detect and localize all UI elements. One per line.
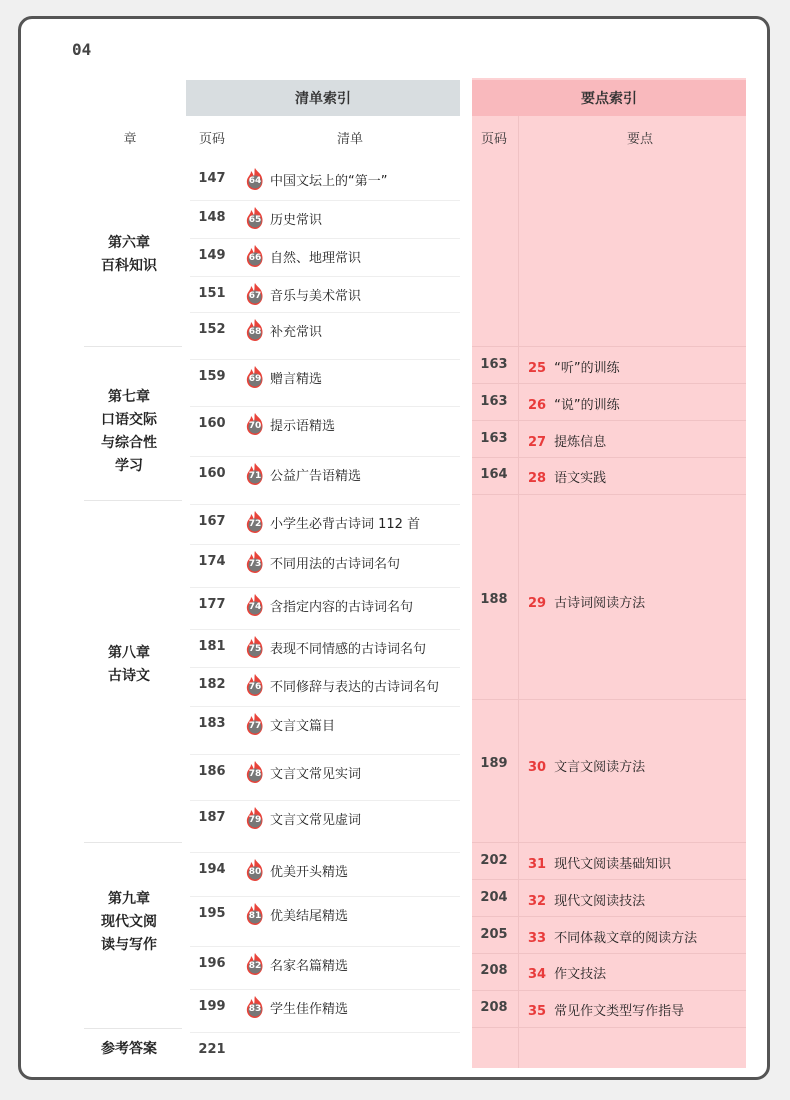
list-page-number: 151	[198, 286, 226, 301]
list-item-text: 表现不同情感的古诗词名句	[270, 641, 427, 657]
list-item	[246, 807, 361, 829]
chapter-divider	[84, 500, 182, 501]
key-point	[528, 431, 606, 450]
list-item-number: 80	[248, 867, 262, 877]
key-row-divider	[472, 916, 746, 917]
list-item-text: 不同修辞与表达的古诗词名句	[270, 679, 440, 695]
list-row-divider	[190, 504, 460, 505]
chapter-column-header: 章	[123, 132, 137, 147]
list-row-divider	[190, 456, 460, 457]
key-point	[528, 963, 606, 982]
key-row-divider	[472, 879, 746, 880]
key-point-text: 不同体裁文章的阅读方法	[554, 931, 698, 946]
flame-icon	[246, 168, 264, 190]
key-page-number: 204	[480, 890, 508, 905]
list-item-text: 文言文常见实词	[270, 766, 362, 782]
key-page-number: 205	[480, 927, 508, 942]
list-item-text: 优美开头精选	[270, 864, 349, 880]
list-page-number: 196	[198, 956, 226, 971]
chapter-line: 第八章	[108, 645, 150, 661]
list-item	[246, 953, 348, 975]
key-point	[528, 890, 645, 909]
list-page-number: 221	[198, 1042, 226, 1057]
list-row-divider	[190, 587, 460, 588]
list-item	[246, 551, 400, 573]
list-item	[246, 594, 413, 616]
flame-icon	[246, 859, 264, 881]
list-item-number: 66	[248, 253, 262, 263]
list-item	[246, 713, 335, 735]
list-item	[246, 996, 348, 1018]
flame-icon	[246, 319, 264, 341]
list-page-number: 177	[198, 597, 226, 612]
list-row-divider	[190, 312, 460, 313]
key-point	[528, 592, 645, 611]
list-item	[246, 283, 361, 305]
list-page-number: 183	[198, 716, 226, 731]
chapter-7	[84, 386, 174, 478]
list-item-text: 名家名篇精选	[270, 958, 349, 974]
list-item-number: 69	[248, 374, 262, 384]
chapter-6	[84, 232, 174, 278]
key-page-number: 163	[480, 431, 508, 446]
list-page-number: 194	[198, 862, 226, 877]
list-item-text: 音乐与美术常识	[270, 288, 362, 304]
flame-icon	[246, 807, 264, 829]
key-point-text: 语文实践	[554, 471, 607, 486]
list-row-divider	[190, 200, 460, 201]
list-item-number: 76	[248, 682, 262, 692]
flame-icon	[246, 551, 264, 573]
flame-icon	[246, 594, 264, 616]
key-point	[528, 756, 645, 775]
key-point-text: 现代文阅读基础知识	[554, 857, 672, 872]
list-item	[246, 366, 322, 388]
key-row-divider	[472, 1027, 746, 1028]
list-item-number: 83	[248, 1004, 262, 1014]
list-row-divider	[190, 629, 460, 630]
key-page-number: 208	[480, 1000, 508, 1015]
list-item	[246, 207, 322, 229]
chapter-line: 第七章	[108, 389, 150, 405]
chapter-line: 古诗文	[108, 668, 150, 684]
key-point-number: 32	[528, 894, 547, 909]
list-page-number: 160	[198, 466, 226, 481]
list-row-divider	[190, 544, 460, 545]
key-page-number: 208	[480, 963, 508, 978]
chapter-line: 学习	[115, 458, 143, 474]
page-number: 04	[72, 40, 92, 59]
list-item-number: 77	[248, 721, 262, 731]
key-point-text: 作文技法	[554, 967, 607, 982]
chapter-9	[84, 888, 174, 957]
list-row-divider	[190, 989, 460, 990]
key-page-number: 163	[480, 357, 508, 372]
chapter-answers	[84, 1038, 174, 1061]
list-page-number: 181	[198, 639, 226, 654]
flame-icon	[246, 713, 264, 735]
key-point-number: 26	[528, 398, 547, 413]
list-row-divider	[190, 667, 460, 668]
list-item-number: 79	[248, 815, 262, 825]
list-item	[246, 511, 420, 533]
list-item	[246, 463, 361, 485]
key-point	[528, 394, 620, 413]
key-row-divider	[472, 494, 746, 495]
list-item-number: 65	[248, 215, 262, 225]
list-item	[246, 761, 361, 783]
list-row-divider	[190, 896, 460, 897]
key-point-number: 29	[528, 596, 547, 611]
key-index-header: 要点索引	[472, 80, 746, 116]
list-item-number: 74	[248, 602, 262, 612]
chapter-line: 口语交际	[101, 412, 157, 428]
list-item-number: 64	[248, 176, 262, 186]
list-page-number: 160	[198, 416, 226, 431]
flame-icon	[246, 207, 264, 229]
list-row-divider	[190, 276, 460, 277]
key-page-number: 189	[480, 756, 508, 771]
key-point-number: 31	[528, 857, 547, 872]
key-point-text: “说”的训练	[554, 398, 620, 413]
list-row-divider	[190, 359, 460, 360]
key-point	[528, 927, 697, 946]
list-item-text: 学生佳作精选	[270, 1001, 349, 1017]
list-item-text: 提示语精选	[270, 418, 336, 434]
flame-icon	[246, 283, 264, 305]
key-point-number: 34	[528, 967, 547, 982]
list-item-number: 75	[248, 644, 262, 654]
list-item-text: 赠言精选	[270, 371, 323, 387]
list-page-number: 199	[198, 999, 226, 1014]
list-page-number: 147	[198, 171, 226, 186]
list-item-text: 文言文常见虚词	[270, 812, 362, 828]
chapter-divider	[84, 346, 182, 347]
list-row-divider	[190, 852, 460, 853]
key-row-divider	[472, 842, 746, 843]
list-item	[246, 636, 426, 658]
list-index-header: 清单索引	[186, 80, 460, 116]
flame-icon	[246, 674, 264, 696]
list-page-number: 182	[198, 677, 226, 692]
flame-icon	[246, 636, 264, 658]
key-page-number: 188	[480, 592, 508, 607]
list-row-divider	[190, 238, 460, 239]
key-point-text: “听”的训练	[554, 361, 620, 376]
list-page-number: 159	[198, 369, 226, 384]
key-point-number: 33	[528, 931, 547, 946]
chapter-line: 与综合性	[101, 435, 157, 451]
flame-icon	[246, 366, 264, 388]
chapter-line: 百科知识	[101, 258, 157, 274]
key-point-text: 常见作文类型写作指导	[554, 1004, 685, 1019]
chapter-8	[84, 642, 174, 688]
list-item-text: 含指定内容的古诗词名句	[270, 599, 414, 615]
list-item-text: 补充常识	[270, 324, 323, 340]
list-page-number: 149	[198, 248, 226, 263]
key-row-divider	[472, 383, 746, 384]
key-point	[528, 853, 671, 872]
list-item-number: 67	[248, 291, 262, 301]
flame-icon	[246, 463, 264, 485]
list-row-divider	[190, 946, 460, 947]
chapter-divider	[84, 842, 182, 843]
key-point-number: 30	[528, 760, 547, 775]
list-item	[246, 319, 322, 341]
key-point-text: 提炼信息	[554, 435, 607, 450]
list-page-number: 152	[198, 322, 226, 337]
list-item	[246, 674, 439, 696]
list-row-divider	[190, 406, 460, 407]
list-item-text: 小学生必背古诗词 112 首	[270, 516, 421, 532]
key-index-panel	[472, 78, 746, 1068]
key-page-number: 163	[480, 394, 508, 409]
list-item-number: 73	[248, 559, 262, 569]
chapter-line: 现代文阅	[101, 914, 157, 930]
key-page-number: 202	[480, 853, 508, 868]
list-column-header: 清单	[336, 132, 363, 147]
chapter-line: 参考答案	[101, 1041, 157, 1057]
key-row-divider	[472, 699, 746, 700]
list-row-divider	[190, 800, 460, 801]
flame-icon	[246, 413, 264, 435]
list-page-number: 195	[198, 906, 226, 921]
list-item-number: 72	[248, 519, 262, 529]
key-row-divider	[472, 953, 746, 954]
key-point-text: 古诗词阅读方法	[554, 596, 646, 611]
list-item-number: 81	[248, 911, 262, 921]
list-page-number: 167	[198, 514, 226, 529]
list-item	[246, 903, 348, 925]
list-row-divider	[190, 754, 460, 755]
list-item-number: 70	[248, 421, 262, 431]
list-row-divider	[190, 1032, 460, 1033]
key-row-divider	[472, 420, 746, 421]
list-page-number: 187	[198, 810, 226, 825]
key-point-column-header: 要点	[626, 132, 653, 147]
key-column-divider	[518, 116, 519, 1068]
key-page-number: 164	[480, 467, 508, 482]
key-row-divider	[472, 990, 746, 991]
list-item-text: 自然、地理常识	[270, 250, 362, 266]
list-item-text: 历史常识	[270, 212, 323, 228]
chapter-line: 第六章	[108, 235, 150, 251]
chapter-line: 读与写作	[101, 937, 157, 953]
list-item-text: 文言文篇目	[270, 718, 336, 734]
chapter-divider	[84, 1028, 182, 1029]
chapter-line: 第九章	[108, 891, 150, 907]
key-row-divider	[472, 346, 746, 347]
list-item	[246, 859, 348, 881]
flame-icon	[246, 761, 264, 783]
key-point-number: 25	[528, 361, 547, 376]
list-item-number: 71	[248, 471, 262, 481]
page-column-header: 页码	[198, 132, 225, 147]
list-item-text: 公益广告语精选	[270, 468, 362, 484]
list-item	[246, 168, 387, 190]
key-page-column-header: 页码	[480, 132, 507, 147]
flame-icon	[246, 903, 264, 925]
list-item-text: 优美结尾精选	[270, 908, 349, 924]
list-item-number: 68	[248, 327, 262, 337]
key-row-divider	[472, 457, 746, 458]
list-row-divider	[190, 706, 460, 707]
key-point	[528, 467, 606, 486]
flame-icon	[246, 996, 264, 1018]
flame-icon	[246, 511, 264, 533]
key-point	[528, 357, 620, 376]
key-point-number: 28	[528, 471, 547, 486]
key-point-number: 35	[528, 1004, 547, 1019]
list-item-text: 不同用法的古诗词名句	[270, 556, 401, 572]
list-page-number: 148	[198, 210, 226, 225]
list-item-text: 中国文坛上的“第一”	[270, 173, 388, 189]
key-point	[528, 1000, 684, 1019]
key-point-text: 现代文阅读技法	[554, 894, 646, 909]
flame-icon	[246, 245, 264, 267]
flame-icon	[246, 953, 264, 975]
list-item-number: 78	[248, 769, 262, 779]
list-item	[246, 245, 361, 267]
list-page-number: 174	[198, 554, 226, 569]
key-point-number: 27	[528, 435, 547, 450]
list-page-number: 186	[198, 764, 226, 779]
list-item-number: 82	[248, 961, 262, 971]
list-item	[246, 413, 335, 435]
key-point-text: 文言文阅读方法	[554, 760, 646, 775]
